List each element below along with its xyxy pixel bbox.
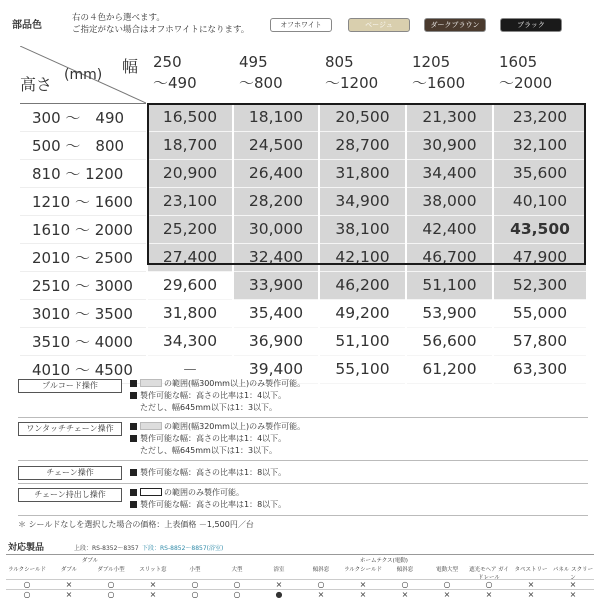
compat-mark: ○ — [233, 590, 241, 599]
price-cell: 20,900 — [147, 159, 233, 187]
compat-mark: ○ — [107, 590, 115, 599]
compat-header: 浴室 — [273, 567, 285, 573]
price-cell: 46,700 — [406, 243, 493, 271]
compat-mark: × — [149, 590, 157, 599]
price-cell: 53,900 — [406, 299, 493, 327]
compat-group-double: ダブル — [81, 558, 99, 564]
price-cell: 56,600 — [406, 327, 493, 355]
compat-ref-bottom: 下段：RS-8852～8857(浴室) — [142, 545, 224, 552]
price-cell: 49,200 — [319, 299, 406, 327]
compat-mark: × — [317, 590, 325, 599]
onetouch-chain-label: ワンタッチチェーン操作 — [18, 422, 122, 436]
compat-mark: ○ — [317, 580, 325, 589]
color-chip-darkbrown: ダークブラウン — [424, 18, 486, 32]
compat-mark: × — [65, 590, 73, 599]
height-range: 810 ～ 1200 — [20, 159, 147, 187]
width-col-header: 495 ～800 — [239, 53, 283, 92]
price-cell: 55,000 — [493, 299, 586, 327]
compatible-products — [6, 538, 594, 600]
price-cell: 30,000 — [233, 215, 319, 243]
price-cell: 25,200 — [147, 215, 233, 243]
price-row — [20, 159, 586, 187]
pull-cord-notes: の範囲(幅300mm以上)のみ製作可能。 製作可能な幅：高さの比率は1：4以下。 ただし、幅645mm以下は1：3以下。 — [130, 378, 305, 414]
price-row — [20, 271, 586, 299]
price-row — [20, 243, 586, 271]
price-cell: 34,900 — [319, 187, 406, 215]
compat-header: スリット窓 — [139, 567, 167, 573]
chain-lift-notes: の範囲のみ製作可能。 製作可能な幅：高さの比率は1：8以下。 — [130, 487, 286, 511]
compat-header: ダブル — [60, 567, 78, 573]
price-cell: 52,300 — [493, 271, 586, 299]
parts-color-label: 部品色 — [12, 20, 42, 31]
price-cell: 32,400 — [233, 243, 319, 271]
compat-mark: ○ — [233, 580, 241, 589]
width-label: 幅 — [122, 57, 139, 76]
price-row — [20, 215, 586, 243]
price-cell: 61,200 — [406, 355, 493, 383]
compat-header: 傾斜窓 — [396, 567, 414, 573]
width-col-header: 805 ～1200 — [325, 53, 379, 92]
price-cell: － — [147, 355, 233, 383]
price-cell: 43,500 — [493, 215, 586, 243]
price-cell: 38,000 — [406, 187, 493, 215]
price-cell: 47,900 — [493, 243, 586, 271]
price-cell: 26,400 — [233, 159, 319, 187]
color-chip-beige: ベージュ — [348, 18, 410, 32]
price-cell: 29,600 — [147, 271, 233, 299]
price-cell: 51,100 — [406, 271, 493, 299]
compat-mark: ○ — [443, 580, 451, 589]
compat-header: タペストリー — [514, 567, 548, 573]
compat-mark: ○ — [191, 580, 199, 589]
compat-mark: ○ — [23, 590, 31, 599]
price-cell: 35,400 — [233, 299, 319, 327]
price-cell: 18,100 — [233, 103, 319, 131]
table-corner — [20, 46, 147, 103]
compat-mark: × — [527, 580, 535, 589]
compat-mark: × — [485, 590, 493, 599]
compat-mark: ○ — [485, 580, 493, 589]
unit-label: (mm) — [64, 67, 103, 83]
price-row — [20, 327, 586, 355]
price-row — [20, 299, 586, 327]
price-table — [20, 46, 586, 384]
compat-header: パネル スクリーン — [552, 567, 594, 581]
price-cell: 28,700 — [319, 131, 406, 159]
height-range: 2010 ～ 2500 — [20, 243, 147, 271]
compat-header: 大型 — [231, 567, 243, 573]
chain-lift-label: チェーン持出し操作 — [18, 488, 122, 502]
color-chip-black: ブラック — [500, 18, 562, 32]
price-row — [20, 131, 586, 159]
compat-mark: × — [65, 580, 73, 589]
compat-header: 電動大型 — [435, 567, 458, 573]
price-cell: 35,600 — [493, 159, 586, 187]
height-range: 3510 ～ 4000 — [20, 327, 147, 355]
compat-header: ダブル小型 — [97, 567, 125, 573]
compat-mark: × — [569, 580, 577, 589]
compat-header: ラルクシールド — [343, 567, 383, 573]
price-cell: 28,200 — [233, 187, 319, 215]
price-cell: 23,100 — [147, 187, 233, 215]
height-range: 4010 ～ 4500 — [20, 355, 147, 383]
price-cell: 51,100 — [319, 327, 406, 355]
compat-header: ラルクシールド — [7, 567, 47, 573]
compat-mark: × — [149, 580, 157, 589]
price-cell: 23,200 — [493, 103, 586, 131]
operation-notes — [18, 376, 588, 518]
price-row — [20, 187, 586, 215]
price-cell: 63,300 — [493, 355, 586, 383]
price-cell: 55,100 — [319, 355, 406, 383]
compat-mark: × — [359, 590, 367, 599]
parts-color-description: 右の４色から選べます。 ご指定がない場合はオフホワイトになります。 — [72, 13, 250, 35]
compat-mark: ○ — [107, 580, 115, 589]
compat-header: 遮光モヘア ガイドレール — [469, 567, 509, 581]
shield-note: ＊ シールドなしを選択した場合の価格：上表価格 －1,500円／台 — [18, 520, 254, 529]
compat-mark: × — [443, 590, 451, 599]
compat-mark: × — [275, 580, 283, 589]
price-cell: 27,400 — [147, 243, 233, 271]
height-range: 1610 ～ 2000 — [20, 215, 147, 243]
height-range: 3010 ～ 3500 — [20, 299, 147, 327]
height-label: 高さ — [20, 75, 53, 94]
price-cell: 32,100 — [493, 131, 586, 159]
compat-group-hometex: ホームテクス(電動) — [360, 558, 408, 564]
width-col-header: 250 ～490 — [153, 53, 197, 92]
chain-notes: 製作可能な幅：高さの比率は1：8以下。 — [130, 467, 286, 479]
price-cell: 16,500 — [147, 103, 233, 131]
compat-header: 小型 — [189, 567, 201, 573]
compat-mark: × — [569, 590, 577, 599]
price-cell: 57,800 — [493, 327, 586, 355]
compat-mark: × — [359, 580, 367, 589]
height-range: 1210 ～ 1600 — [20, 187, 147, 215]
height-range: 300 ～ 490 — [20, 103, 147, 131]
onetouch-chain-notes: の範囲(幅320mm以上)のみ製作可能。 製作可能な幅：高さの比率は1：4以下。 ただし、幅645mm以下は1：3以下。 — [130, 421, 305, 457]
width-col-header: 1605 ～2000 — [499, 53, 553, 92]
compat-ref-top: 上段：RS-8352～8357 — [74, 545, 139, 552]
compat-mark: ○ — [191, 590, 199, 599]
price-cell: 34,300 — [147, 327, 233, 355]
width-col-header: 1205 ～1600 — [412, 53, 466, 92]
price-cell: 33,900 — [233, 271, 319, 299]
chain-label: チェーン操作 — [18, 466, 122, 480]
price-cell: 31,800 — [319, 159, 406, 187]
color-chip-offwhite: オフホワイト — [270, 18, 332, 32]
compat-table — [6, 554, 594, 599]
price-cell: 31,800 — [147, 299, 233, 327]
height-range: 2510 ～ 3000 — [20, 271, 147, 299]
price-cell: 18,700 — [147, 131, 233, 159]
price-row — [20, 103, 586, 131]
price-cell: 36,900 — [233, 327, 319, 355]
price-cell: 40,100 — [493, 187, 586, 215]
compat-mark: ● — [275, 590, 283, 599]
compat-mark: × — [527, 590, 535, 599]
price-cell: 42,400 — [406, 215, 493, 243]
pull-cord-label: プルコード操作 — [18, 379, 122, 393]
compat-mark: ○ — [401, 580, 409, 589]
price-cell: 38,100 — [319, 215, 406, 243]
price-cell: 34,400 — [406, 159, 493, 187]
compat-title: 対応製品 — [8, 543, 45, 553]
compat-mark: × — [401, 590, 409, 599]
price-cell: 42,100 — [319, 243, 406, 271]
price-cell: 24,500 — [233, 131, 319, 159]
price-cell: 20,500 — [319, 103, 406, 131]
price-cell: 21,300 — [406, 103, 493, 131]
price-cell: 30,900 — [406, 131, 493, 159]
price-cell: 39,400 — [233, 355, 319, 383]
compat-header: 傾斜窓 — [312, 567, 330, 573]
height-range: 500 ～ 800 — [20, 131, 147, 159]
color-options-header — [8, 6, 598, 46]
price-cell: 46,200 — [319, 271, 406, 299]
compat-mark: ○ — [23, 580, 31, 589]
